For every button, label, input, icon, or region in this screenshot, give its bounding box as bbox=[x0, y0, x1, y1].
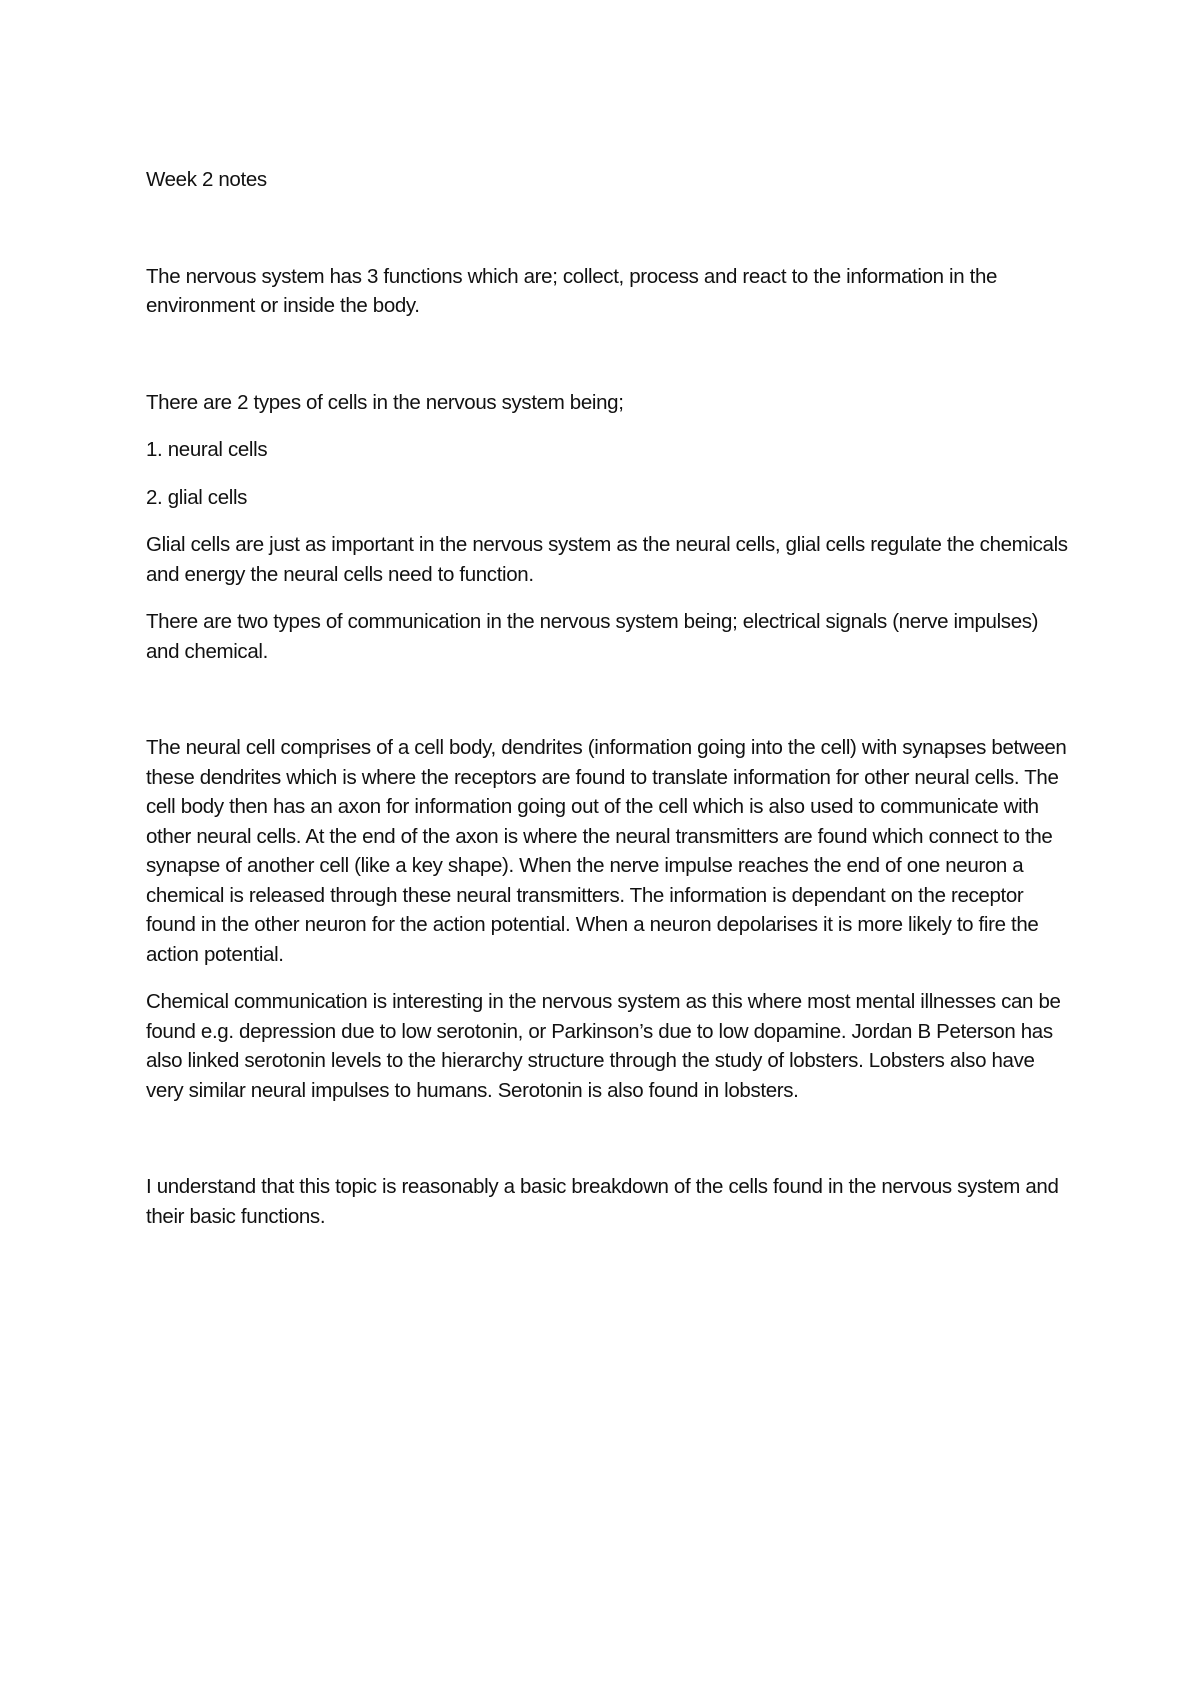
paragraph-chemical-communication: Chemical communication is interesting in the nervous system as this where most mental illnesses can be found e.g. depression due to low serotonin, or Parkinson’s due to low dopamine. Jordan B Peterson has also linked serotonin levels to the hierarchy structure through the study of lobsters. Lobsters also have very similar neural impulses to humans. Serotonin is also found in lobsters. bbox=[146, 990, 1061, 1102]
list-item-glial-cells: 2. glial cells bbox=[146, 485, 248, 509]
paragraph-neural-cell: The neural cell comprises of a cell body, dendrites (information going into the cell) with synapses between these dendrites which is where the receptors are found to translate information for other neural cells. The cell body then has an axon for information going out of the cell which is also used to communicate with other neural cells. At the end of the axon is where the neural transmitters are found which connect to the synapse of another cell (like a key shape). When the nerve impulse reaches the end of one neuron a chemical is released through these neural transmitters. The information is dependant on the receptor found in the other neuron for the action potential. When a neuron depolarises it is more likely to fire the action potential. bbox=[146, 736, 1067, 966]
paragraph-communication-types: There are two types of communication in the nervous system being; electrical signals (nerve impulses) and chemical. bbox=[146, 610, 1039, 663]
list-item-neural-cells: 1. neural cells bbox=[146, 438, 268, 461]
paragraph-glial-cells: Glial cells are just as important in the nervous system as the neural cells, glial cells regulate the chemicals and energy the neural cells need to function. bbox=[146, 533, 1068, 586]
document-body bbox=[146, 165, 1076, 1231]
paragraph-conclusion: I understand that this topic is reasonably a basic breakdown of the cells found in the nervous system and their basic functions. bbox=[146, 1175, 1059, 1228]
paragraph-cell-types: There are 2 types of cells in the nervous system being; bbox=[146, 390, 624, 414]
paragraph-functions: The nervous system has 3 functions which are; collect, process and react to the information in the environment or inside the body. bbox=[146, 264, 998, 317]
document-title: Week 2 notes bbox=[146, 168, 267, 191]
